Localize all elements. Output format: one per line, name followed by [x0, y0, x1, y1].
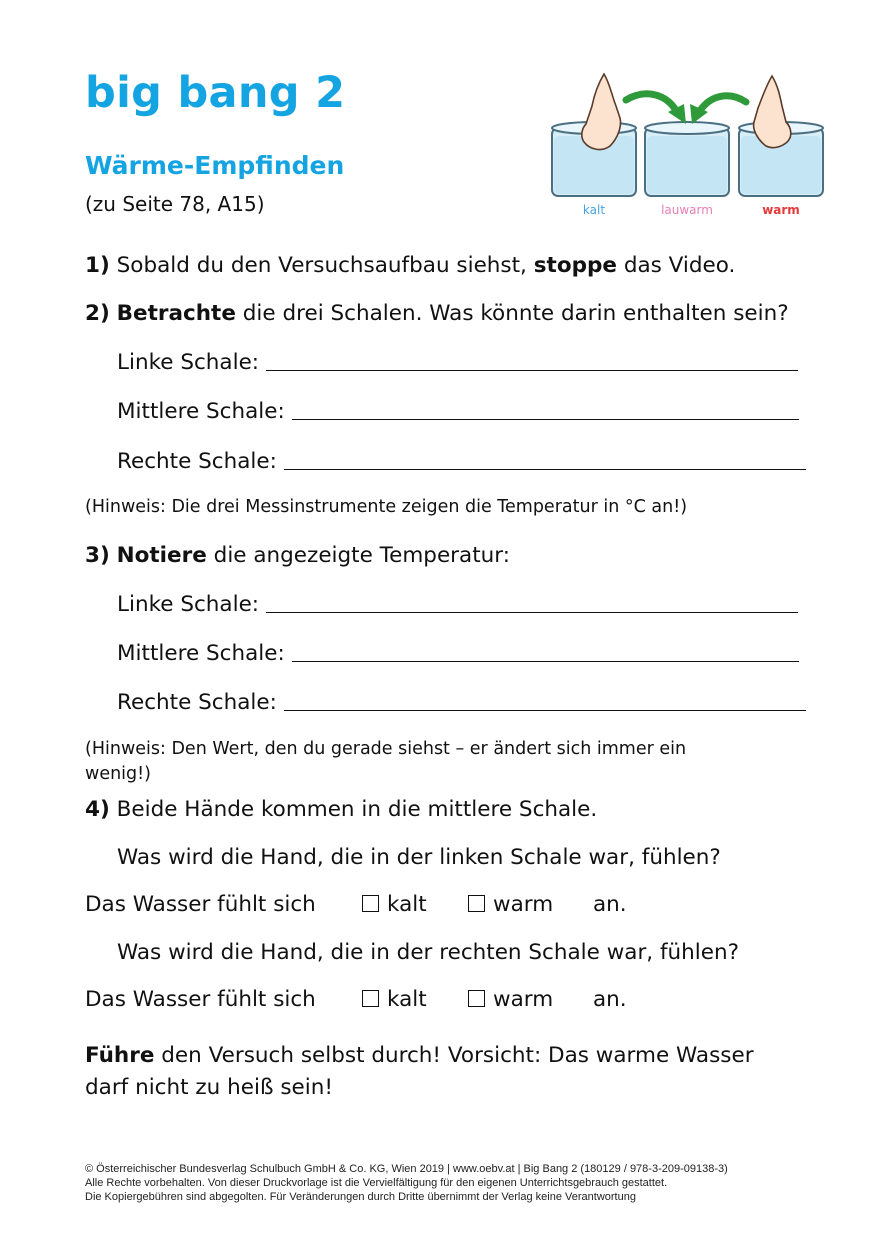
answer-row-left	[85, 892, 316, 917]
content-left-blank[interactable]	[266, 369, 798, 371]
task-1	[85, 253, 735, 278]
field-label: Linke Schale:	[117, 350, 260, 375]
temp-middle-row	[117, 641, 799, 666]
answer-suffix: an.	[593, 987, 627, 1012]
hint-2-line-1: (Hinweis: Den Wert, den du gerade siehst – er ändert sich immer ein	[85, 739, 687, 759]
content-right-blank[interactable]	[284, 468, 806, 470]
option-warm-left[interactable]	[468, 892, 553, 917]
label-kalt: kalt	[582, 203, 606, 217]
temp-left-row	[117, 592, 798, 617]
field-label: Mittlere Schale:	[117, 399, 285, 424]
task-number: 4)	[85, 797, 110, 822]
task-emphasis: Betrachte	[116, 301, 236, 326]
field-label: Rechte Schale:	[117, 690, 277, 715]
hint-2-line-2: wenig!)	[85, 764, 151, 784]
content-middle-row	[117, 399, 799, 424]
right-hand-icon	[754, 76, 791, 148]
task-number: 1)	[85, 253, 110, 278]
footer-line: Alle Rechte vorbehalten. Von dieser Druckvorlage ist die Vervielfältigung für den eigenen Unterrichtsgebrauch gestattet.	[85, 1177, 668, 1189]
field-label: Mittlere Schale:	[117, 641, 285, 666]
page-reference: (zu Seite 78, A15)	[85, 192, 265, 216]
hint-1: (Hinweis: Die drei Messinstrumente zeigen die Temperatur in °C an!)	[85, 497, 688, 517]
task-number: 3)	[85, 543, 110, 568]
temp-middle-blank[interactable]	[292, 660, 799, 662]
option-cold-right[interactable]	[362, 987, 427, 1012]
temp-right-blank[interactable]	[284, 709, 806, 711]
temp-left-blank[interactable]	[266, 611, 798, 613]
option-label: warm	[493, 987, 554, 1012]
option-label: warm	[493, 892, 554, 917]
task-text: die angezeigte Temperatur:	[213, 543, 510, 568]
middle-bowl	[645, 122, 729, 196]
task-emphasis: Notiere	[116, 543, 207, 568]
content-middle-blank[interactable]	[292, 418, 799, 420]
task-number: 2)	[85, 301, 110, 326]
task-3	[85, 543, 510, 568]
answer-row-right	[85, 987, 316, 1012]
question-left-hand: Was wird die Hand, die in der linken Schale war, fühlen?	[117, 845, 721, 870]
task-text: Sobald du den Versuchsaufbau siehst,	[116, 253, 527, 278]
task-text: das Video.	[623, 253, 736, 278]
worksheet-title: Wärme-Empfinden	[85, 151, 345, 180]
option-label: kalt	[387, 892, 427, 917]
task-4	[85, 797, 597, 822]
option-label: kalt	[387, 987, 427, 1012]
task-text: die drei Schalen. Was könnte darin enthalten sein?	[242, 301, 789, 326]
checkbox[interactable]	[468, 895, 485, 912]
label-warm: warm	[762, 203, 800, 217]
task-text: Beide Hände kommen in die mittlere Schale.	[116, 797, 598, 822]
content-right-row	[117, 449, 806, 474]
answer-suffix: an.	[593, 892, 627, 917]
left-hand-icon	[582, 74, 621, 149]
checkbox[interactable]	[362, 895, 379, 912]
footer-line: Die Kopiergebühren sind abgegolten. Für Veränderungen durch Dritte übernimmt der Verlag keine Verantwortung	[85, 1191, 636, 1203]
option-warm-right[interactable]	[468, 987, 553, 1012]
checkbox[interactable]	[468, 990, 485, 1007]
temp-right-row	[117, 690, 806, 715]
bowls-illustration	[546, 66, 830, 222]
option-cold-left[interactable]	[362, 892, 427, 917]
question-right-hand: Was wird die Hand, die in der rechten Schale war, fühlen?	[117, 940, 740, 965]
task-2	[85, 301, 789, 326]
answer-prefix: Das Wasser fühlt sich	[85, 987, 316, 1012]
task-emphasis: stoppe	[533, 253, 617, 278]
closing-line-2: darf nicht zu heiß sein!	[85, 1075, 333, 1100]
label-lauwarm: lauwarm	[661, 203, 713, 217]
copyright-footer	[85, 1162, 728, 1204]
footer-line: © Österreichischer Bundesverlag Schulbuch GmbH & Co. KG, Wien 2019 | www.oebv.at | Big Bang 2 (180129 / 978-3-209-09138-3)	[85, 1163, 728, 1175]
field-label: Linke Schale:	[117, 592, 260, 617]
checkbox[interactable]	[362, 990, 379, 1007]
closing-emphasis: Führe	[85, 1043, 155, 1068]
content-left-row	[117, 350, 798, 375]
closing-line-1	[85, 1043, 754, 1068]
field-label: Rechte Schale:	[117, 449, 277, 474]
closing-text: den Versuch selbst durch! Vorsicht: Das warme Wasser	[161, 1043, 754, 1068]
answer-prefix: Das Wasser fühlt sich	[85, 892, 316, 917]
brand-title: big bang 2	[85, 68, 346, 118]
